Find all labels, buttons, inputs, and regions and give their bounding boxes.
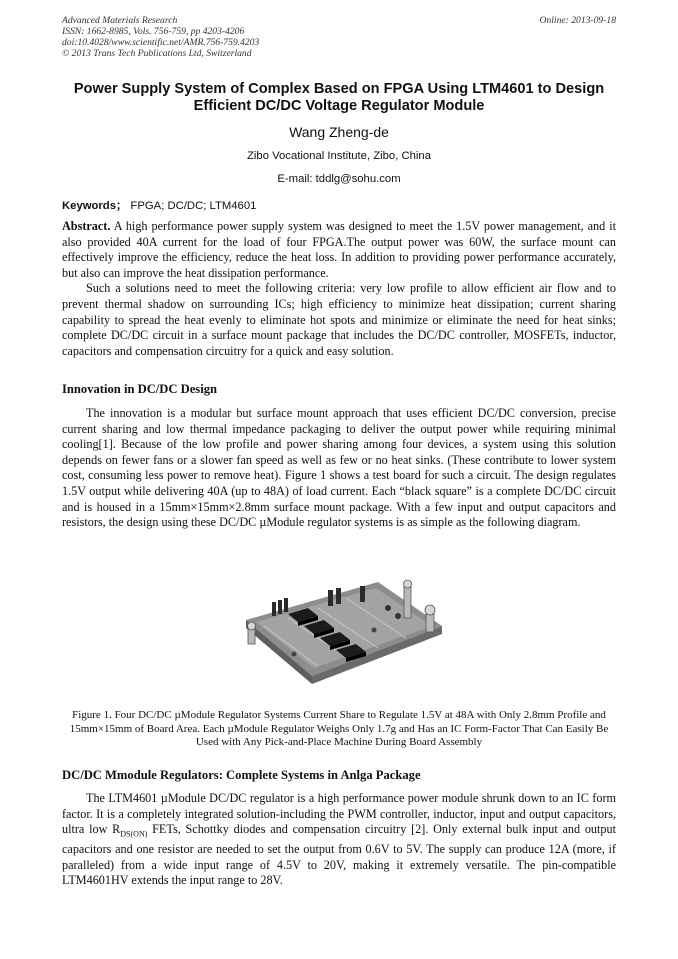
abstract-text: A high performance power supply system was designed to meet the 1.5V power management, and it also provided 40A current for the load of four FPGA.The output power was 60W, the surface mount can effectively improve the efficiency, reduce the heat loss. In addition to providing power performance accurately, but also can improve the heat dissipation performance. [62, 219, 616, 280]
section-regulators-text-a: The LTM4601 µModule DC/DC regulator is a high performance power module shrunk down to an IC form factor. It is a completely integrated solution-including the PWM controller, inductor, input and output capacitors, ultra low R [62, 791, 616, 837]
abstract [62, 219, 616, 359]
section-regulators-body [62, 791, 616, 889]
journal-copyright: © 2013 Trans Tech Publications Ltd, Switzerland [62, 48, 252, 59]
section-innovation-body [62, 406, 616, 531]
abstract-paragraph-2: Such a solutions need to meet the following criteria: very low profile to allow efficient air flow and to prevent thermal shadow on surrounding ICs; high efficiency to minimize heat dissipation; current sharing capability to spread the heat evenly to eliminate hot spots and minimize or eliminate the need for heat sinks; complete DC/DC circuit in a surface mount package that includes the DC/DC controller, MOSFETs, inductor, capacitors and compensation circuitry for a quick and easy solution. [62, 281, 616, 358]
journal-name: Advanced Materials Research [62, 15, 178, 26]
section-heading-regulators: DC/DC Mmodule Regulators: Complete Systems in Anlga Package [62, 768, 421, 782]
rds-on-subscript: DS(ON) [120, 829, 148, 839]
author-name: Wang Zheng-de [289, 124, 389, 140]
abstract-label: Abstract. [62, 219, 111, 233]
online-date: Online: 2013-09-18 [539, 15, 616, 26]
paper-title: Power Supply System of Complex Based on FPGA Using LTM4601 to Design Efficient DC/DC Voltage Regulator Module [73, 81, 605, 114]
journal-header [62, 15, 259, 59]
author-affiliation: Zibo Vocational Institute, Zibo, China [247, 150, 431, 162]
keywords-text: FPGA; DC/DC; LTM4601 [127, 200, 257, 212]
test-board-photo [228, 568, 452, 710]
connector-right-2 [425, 605, 435, 632]
journal-issn: ISSN: 1662-8985, Vols. 756-759, pp 4203-4206 [62, 26, 245, 37]
connector-left [248, 622, 256, 644]
keywords-label: Keywords； [62, 200, 128, 212]
keywords [62, 199, 616, 213]
author-email: E-mail: tddlg@sohu.com [277, 173, 401, 185]
section-innovation-text: The innovation is a modular but surface mount approach that uses efficient DC/DC conversion, precise current sharing and low thermal impedance packaging to deliver the output power while requiring minimal cooling[1]. Because of the low profile and power sharing among four devices, a system using this solution depends on fewer fans or a slower fan speed as well as few or no heat sinks. (These contribute to lower system cost, consuming less power to remove heat). Figure 1 shows a test board for such a circuit. The design regulates 1.5V output while delivering 40A (up to 48A) of load current. Each “black square” is a complete DC/DC circuit and is housed in a 15mm×15mm×2.8mm surface mount package. With a few input and output capacitors and resistors, the design using these DC/DC µModule regulator systems is as simple as the following diagram. [62, 406, 616, 530]
figure-caption: Figure 1. Four DC/DC µModule Regulator Systems Current Share to Regulate 1.5V at 48A with Only 2.8mm Profile and 15mm×15mm of Board Area. Each µModule Regulator Weighs Only 1.7g and Has an IC Form-Factor That Can Easily Be Used with Any Pick-and-Place Machine During Board Assembly [69, 709, 609, 749]
connector-right-1 [404, 580, 412, 618]
section-regulators-text-b: FETs, Schottky diodes and compensation circuitry [2]. Only external bulk input and output capacitors and one resistor are needed to set the output from 0.6V to 5V. The supply can produce 12A (more, if paralleled) from a wide input range of 4.5V to 20V, making it extremely versatile. The pin-compatible LTM4601HV extends the input range to 28V. [62, 822, 616, 888]
journal-doi: doi:10.4028/www.scientific.net/AMR.756-759.4203 [62, 37, 260, 48]
section-heading-innovation: Innovation in DC/DC Design [62, 382, 218, 396]
